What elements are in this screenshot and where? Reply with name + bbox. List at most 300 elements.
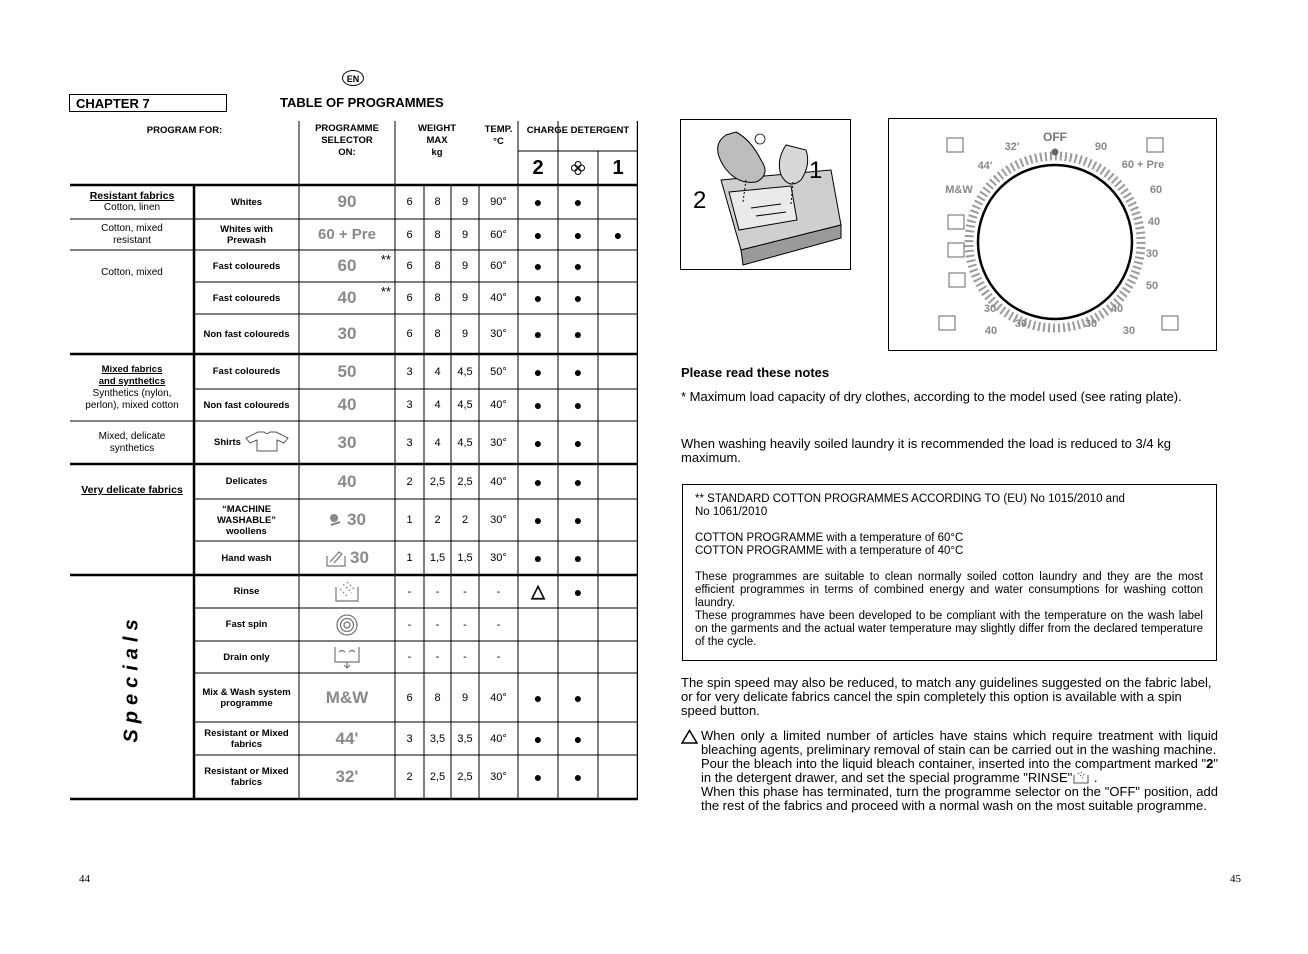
note-max-load: * Maximum load capacity of dry clothes, according to the model used (see rating plate).: [681, 389, 1182, 404]
weight-8-0: 2: [406, 475, 413, 488]
weight-16-0: 2: [406, 771, 413, 783]
hand-wash-icon: [325, 548, 347, 568]
charge-8-1: [558, 464, 598, 499]
selector-8: [299, 464, 395, 499]
temp-9: 30°: [490, 514, 507, 526]
page-number-right: 45: [1230, 873, 1241, 885]
dial-label-2: M&W: [945, 184, 973, 196]
dial-off-label: OFF: [1043, 130, 1067, 144]
weight-5-1: 4: [434, 365, 441, 378]
header-temp: [479, 121, 518, 151]
weight-16-1: 2,5: [429, 771, 446, 783]
selector-header-line: PROGRAMME: [315, 123, 379, 134]
charge-mark: ●: [533, 689, 543, 706]
charge-10-2: [598, 541, 638, 575]
charge-3-1: [558, 282, 598, 314]
selector-13: [299, 641, 395, 673]
weight-6-2: 4,5: [457, 399, 473, 411]
row-label-line: Prewash: [226, 234, 267, 246]
row-label-8: [194, 464, 299, 499]
language-badge: EN: [342, 70, 364, 86]
weight-2-1: 8: [434, 260, 441, 272]
temp-12: -: [496, 618, 501, 631]
bleach-warning: [681, 729, 1218, 813]
weight-13-0: -: [407, 651, 412, 663]
weight-1-0: 6: [406, 228, 413, 241]
row-label-line: Non fast coloureds: [203, 399, 290, 411]
charge-2-2: [598, 250, 638, 282]
selector-5: [299, 354, 395, 389]
weight-4-0: 6: [406, 328, 413, 340]
charge-6-0: [518, 389, 558, 421]
weight-7-0: 3: [406, 436, 413, 449]
warning-triangle-icon: [681, 729, 698, 744]
charge-6-2: [598, 389, 638, 421]
charge-mark: ●: [573, 397, 583, 413]
charge-11-1: [558, 575, 598, 608]
row-label-15: [194, 722, 299, 755]
category-line: Synthetics (nylon,: [92, 387, 172, 399]
charge-6-1: [558, 389, 598, 421]
category-very-delicate: Very delicate fabrics: [81, 484, 183, 496]
dial-label-1: 44': [977, 160, 993, 172]
weight-3-0: 6: [406, 292, 413, 304]
row-label-0: [194, 185, 299, 219]
selector-15: [299, 722, 395, 755]
weight-11-0: -: [407, 585, 412, 598]
temp-11: -: [496, 585, 501, 598]
row-label-line: Non fast coloureds: [203, 328, 290, 340]
weight-5-2: 4,5: [457, 365, 473, 378]
charge-mark: ●: [533, 226, 543, 243]
note-heavily-soiled: When washing heavily soiled laundry it is recommended the load is reduced to 3/4 kg maximum.: [681, 436, 1171, 465]
charge-col-softener: [558, 151, 598, 185]
dial-label-11: 30: [1014, 318, 1028, 330]
charge-12-0: [518, 608, 558, 641]
selector-header-line: SELECTOR: [321, 135, 373, 146]
weight-10-2: 1,5: [457, 552, 473, 564]
selector-value: 30: [347, 510, 366, 529]
dial-symbol-icon: [947, 138, 963, 152]
header-selector: [299, 121, 395, 161]
weight-9-2: 2: [461, 514, 469, 526]
dial-knob: [978, 165, 1132, 319]
standard-cotton-box: [682, 484, 1217, 661]
row-label-6: [194, 389, 299, 421]
charge-mark: ●: [573, 583, 583, 600]
temp-14: 40°: [490, 691, 507, 704]
weight-11-1: -: [435, 585, 440, 598]
charge-5-0: [518, 354, 558, 389]
charge-10-1: [558, 541, 598, 575]
row-label-11: [194, 575, 299, 608]
selector-value: 50: [337, 361, 357, 381]
charge-13-2: [598, 641, 638, 673]
charge-mark: ●: [533, 326, 543, 342]
charge-mark: ●: [533, 730, 543, 747]
detergent-drawer-illustration: [680, 119, 851, 270]
charge-7-1: [558, 421, 598, 464]
weight-7-1: 4: [434, 436, 441, 449]
charge-7-2: [598, 421, 638, 464]
charge-16-2: [598, 755, 638, 799]
charge-5-2: [598, 354, 638, 389]
charge-9-2: [598, 499, 638, 541]
temp-0: 90°: [490, 196, 507, 208]
selector-value: 90: [337, 192, 357, 211]
row-label-16: [194, 755, 299, 799]
charge-3-0: [518, 282, 558, 314]
category-mixed-delicate: [70, 421, 194, 464]
temp-1: 60°: [490, 228, 507, 241]
weight-3-1: 8: [434, 292, 441, 304]
charge-mark: ●: [533, 363, 543, 380]
row-label-line: Whites: [230, 196, 263, 208]
charge-10-0: [518, 541, 558, 575]
charge-col-2: 2: [532, 156, 544, 179]
header-program-for: PROGRAM FOR:: [146, 125, 223, 136]
charge-13-1: [558, 641, 598, 673]
weight-14-2: 9: [461, 691, 469, 704]
row-label-line: Rinse: [233, 586, 260, 597]
dial-symbol-icon: [948, 215, 964, 229]
charge-mark: ●: [533, 434, 543, 451]
selector-0: [299, 185, 395, 219]
weight-12-2: -: [463, 618, 467, 631]
dial-symbol-icon: [948, 243, 964, 257]
dial-symbol-icon: [1147, 138, 1163, 152]
charge-mark: ●: [613, 226, 623, 243]
category-cotton-mixed: Cotton, mixed: [101, 266, 163, 278]
charge-1-1: [558, 219, 598, 250]
row-label-1: [194, 219, 299, 250]
dial-label-7: 30: [1145, 248, 1159, 260]
charge-0-2: [598, 185, 638, 219]
weight-8-2: 2,5: [457, 475, 473, 488]
dial-symbol-icon: [939, 316, 955, 330]
charge-mark: ●: [533, 194, 543, 210]
weight-12-0: -: [407, 618, 412, 631]
charge-col-1: 1: [612, 156, 624, 179]
shirt-icon: [244, 429, 290, 453]
temp-4: 30°: [490, 328, 507, 340]
dial-label-4: 60 + Pre: [1121, 159, 1165, 171]
charge-mark: ●: [573, 473, 583, 490]
charge-mark: ●: [573, 769, 583, 785]
temp-2: 60°: [490, 260, 507, 272]
row-label-line: Delicates: [225, 476, 268, 487]
selector-12: [299, 608, 395, 641]
selector-7: [299, 421, 395, 464]
charge-2-0: [518, 250, 558, 282]
row-label-line: “MACHINE: [221, 503, 272, 515]
charge-5-1: [558, 354, 598, 389]
temp-8: 40°: [490, 475, 507, 488]
charge-mark: ●: [573, 434, 583, 451]
selector-value: 60 + Pre: [318, 226, 376, 243]
weight-10-1: 1,5: [429, 552, 446, 564]
weight-2-0: 6: [406, 260, 413, 272]
drain-icon: [332, 644, 362, 670]
dial-label-13: 40: [984, 325, 998, 337]
row-label-line: Shirts: [214, 437, 241, 448]
rinse-icon: [334, 581, 360, 603]
charge-mark: ●: [573, 363, 583, 380]
charge-mark: ●: [573, 226, 583, 243]
weight-header-line: kg: [431, 147, 443, 158]
selector-value: 40: [337, 288, 357, 307]
wool-icon: [328, 512, 344, 528]
selector-3: [299, 282, 395, 314]
row-label-5: [194, 354, 299, 389]
weight-15-0: 3: [406, 732, 413, 745]
category-resistant: [70, 185, 194, 219]
charge-mark: ●: [573, 194, 583, 210]
row-label-line: Resistant or Mixed: [204, 766, 289, 777]
box-paragraph-2: These programmes have been developed to be compliant with the temperature on the wash label on the garments and the actual water temperature may slightly differ from the declared temperature of the cycle.: [695, 610, 1203, 648]
rinse-icon: [1072, 771, 1090, 784]
charge-16-1: [558, 755, 598, 799]
row-label-line: woollens: [226, 525, 267, 537]
category-line: perlon), mixed cotton: [85, 399, 179, 411]
weight-9-1: 2: [434, 514, 441, 526]
row-label-line: Fast coloureds: [212, 292, 281, 304]
box-line-3: COTTON PROGRAMME with a temperature of 60°C: [695, 532, 964, 544]
dial-label-3: 90: [1094, 141, 1108, 153]
charge-15-2: [598, 722, 638, 755]
row-label-13: [194, 641, 299, 673]
row-label-line: Resistant or Mixed: [204, 727, 289, 739]
weight-7-2: 4,5: [457, 436, 473, 449]
box-line-1: ** STANDARD COTTON PROGRAMMES ACCORDING TO (EU) No 1015/2010 and: [695, 493, 1125, 505]
page-number-left: 44: [79, 873, 90, 885]
row-label-4: [194, 314, 299, 354]
charge-11-0: [518, 575, 558, 608]
weight-4-2: 9: [461, 328, 469, 340]
dial-label-5: 60: [1149, 184, 1163, 196]
temp-15: 40°: [490, 732, 507, 745]
charge-13-0: [518, 641, 558, 673]
category-mixed-synthetics: [70, 354, 194, 421]
selector-value: 40: [337, 395, 357, 414]
row-label-line: WASHABLE”: [216, 514, 277, 526]
category-line: and synthetics: [98, 375, 166, 387]
selector-value: 30: [350, 548, 369, 567]
programme-dial-illustration: [888, 118, 1217, 351]
row-label-2: [194, 250, 299, 282]
charge-14-2: [598, 673, 638, 722]
charge-mark: ●: [533, 769, 543, 785]
header-charge-detergent: CHARGE DETERGENT: [526, 125, 630, 136]
charge-12-2: [598, 608, 638, 641]
box-line-4: COTTON PROGRAMME with a temperature of 40°C: [695, 545, 964, 557]
weight-header-line: WEIGHT: [418, 123, 456, 134]
weight-1-1: 8: [434, 228, 441, 241]
row-label-line: Whites with: [220, 223, 273, 235]
weight-4-1: 8: [434, 328, 441, 340]
weight-8-1: 2,5: [429, 475, 446, 488]
charge-mark: ●: [533, 258, 543, 274]
temp-header-line: °C: [493, 136, 504, 147]
selector-value: 40: [337, 471, 357, 491]
weight-3-2: 9: [461, 292, 469, 304]
chapter-label: CHAPTER 7: [69, 94, 227, 112]
temp-16: 30°: [490, 771, 507, 783]
charge-mark: ●: [573, 730, 583, 747]
weight-2-2: 9: [461, 260, 469, 272]
weight-13-1: -: [435, 651, 440, 663]
charge-mark: △: [531, 581, 545, 601]
charge-15-0: [518, 722, 558, 755]
charge-mark: ●: [573, 689, 583, 706]
category-resistant-sub: Cotton, linen: [103, 202, 161, 213]
row-label-line: programme: [220, 697, 273, 709]
charge-9-0: [518, 499, 558, 541]
charge-mark: ●: [533, 290, 543, 306]
weight-12-1: -: [435, 618, 440, 631]
charge-mark: ●: [573, 258, 583, 274]
warning-paragraph-1: When only a limited number of articles have stains which require treatment with liquid bleaching agents, preliminary removal of stain can be carried out in the washing machine.: [701, 728, 1218, 757]
row-label-3: [194, 282, 299, 314]
weight-5-0: 3: [406, 365, 413, 378]
dial-symbol-icon: [1162, 316, 1178, 330]
row-label-line: Fast coloureds: [212, 260, 281, 272]
charge-1-0: [518, 219, 558, 250]
row-label-9: [194, 499, 299, 541]
row-label-line: fabrics: [230, 777, 263, 788]
dial-label-6: 40: [1147, 216, 1161, 228]
charge-0-0: [518, 185, 558, 219]
dial-label-12: 30: [983, 303, 997, 315]
selector-value: M&W: [325, 687, 369, 707]
weight-0-1: 8: [434, 196, 441, 208]
charge-mark: ●: [573, 512, 583, 528]
selector-1: [299, 219, 395, 250]
temp-10: 30°: [490, 552, 507, 564]
charge-mark: ●: [533, 550, 543, 566]
spin-icon: [335, 613, 359, 637]
selector-16: [299, 755, 395, 799]
dial-label-8: 50: [1145, 280, 1159, 292]
drawer-label-1: 1: [809, 157, 823, 184]
temp-6: 40°: [490, 399, 507, 411]
charge-4-2: [598, 314, 638, 354]
row-label-line: Hand wash: [221, 552, 272, 564]
row-label-line: Fast coloureds: [212, 366, 281, 377]
charge-mark: ●: [533, 397, 543, 413]
category-line: Mixed fabrics: [101, 363, 163, 375]
box-line-2: No 1061/2010: [695, 506, 768, 518]
selector-10: [299, 541, 395, 575]
dial-label-10: 30: [1084, 318, 1098, 330]
charge-1-2: [598, 219, 638, 250]
selector-11: [299, 575, 395, 608]
charge-8-2: [598, 464, 638, 499]
weight-14-1: 8: [434, 691, 441, 704]
weight-9-0: 1: [406, 514, 413, 526]
selector-9: [299, 499, 395, 541]
note-spin-speed: The spin speed may also be reduced, to match any guidelines suggested on the fabric label, or for very delicate fabrics cancel the spin completely this option is available with a spin speed button.: [681, 675, 1212, 718]
weight-6-1: 4: [434, 399, 441, 411]
temp-header-line: TEMP.: [484, 124, 513, 135]
notes-heading: Please read these notes: [681, 365, 830, 380]
row-label-line: fabrics: [230, 738, 263, 750]
row-label-line: Fast spin: [225, 619, 268, 630]
charge-4-1: [558, 314, 598, 354]
standard-cotton-mark: **: [380, 252, 391, 267]
standard-cotton-mark: **: [380, 284, 391, 299]
charge-11-2: [598, 575, 638, 608]
charge-12-1: [558, 608, 598, 641]
temp-3: 40°: [490, 292, 507, 304]
category-line: resistant: [113, 234, 151, 246]
row-label-line: Drain only: [223, 651, 270, 663]
row-label-10: [194, 541, 299, 575]
table-title: TABLE OF PROGRAMMES: [280, 95, 444, 110]
weight-16-2: 2,5: [457, 771, 473, 783]
weight-15-2: 3,5: [457, 732, 473, 745]
dial-symbol-icon: [949, 273, 965, 287]
warning-paragraph-3: When this phase has terminated, turn the programme selector on the "OFF" position, add the rest of the fabrics and proceed with a normal wash on the most suitable programme.: [701, 784, 1218, 813]
off-indicator: [1052, 149, 1059, 156]
warning-paragraph-2: Pour the bleach into the liquid bleach container, inserted into the compartment marked "2" in the detergent drawer, and set the special programme "RINSE" .: [701, 756, 1218, 785]
category-line: Cotton, mixed: [101, 222, 163, 234]
row-label-14: [194, 673, 299, 722]
weight-13-2: -: [463, 651, 467, 663]
weight-0-2: 9: [461, 196, 469, 208]
charge-mark: ●: [573, 326, 583, 342]
weight-10-0: 1: [406, 552, 413, 564]
charge-mark: ●: [533, 512, 543, 528]
selector-14: [299, 673, 395, 722]
charge-mark: ●: [573, 290, 583, 306]
dial-label-0: 32': [1004, 141, 1020, 153]
category-line: synthetics: [109, 442, 155, 454]
charge-mark: ●: [573, 550, 583, 566]
charge-7-0: [518, 421, 558, 464]
selector-value: 30: [337, 432, 357, 452]
selector-header-line: ON:: [338, 147, 356, 158]
specials-label: Specials: [120, 613, 143, 743]
header-weight: [395, 121, 479, 161]
row-label-7: [194, 421, 299, 464]
weight-1-2: 9: [461, 228, 469, 241]
category-resistant-title: Resistant fabrics: [89, 190, 175, 202]
selector-value: 32': [335, 767, 359, 786]
row-label-line: Mix & Wash system: [202, 686, 291, 698]
charge-8-0: [518, 464, 558, 499]
category-line: Mixed, delicate: [98, 430, 166, 442]
weight-0-0: 6: [406, 196, 413, 208]
weight-14-0: 6: [406, 691, 413, 704]
weight-11-2: -: [463, 585, 467, 598]
selector-value: 30: [337, 324, 357, 343]
weight-header-line: MAX: [426, 135, 448, 146]
charge-2-1: [558, 250, 598, 282]
selector-value: 44': [335, 728, 359, 748]
flower-icon: [570, 160, 586, 176]
temp-5: 50°: [490, 365, 507, 378]
charge-14-0: [518, 673, 558, 722]
charge-15-1: [558, 722, 598, 755]
category-cotton-mixed-resistant: [70, 219, 194, 250]
drawer-label-2: 2: [693, 187, 707, 214]
charge-16-0: [518, 755, 558, 799]
row-label-12: [194, 608, 299, 641]
charge-mark: ●: [533, 473, 543, 490]
charge-4-0: [518, 314, 558, 354]
dial-label-14: 30: [1122, 325, 1136, 337]
